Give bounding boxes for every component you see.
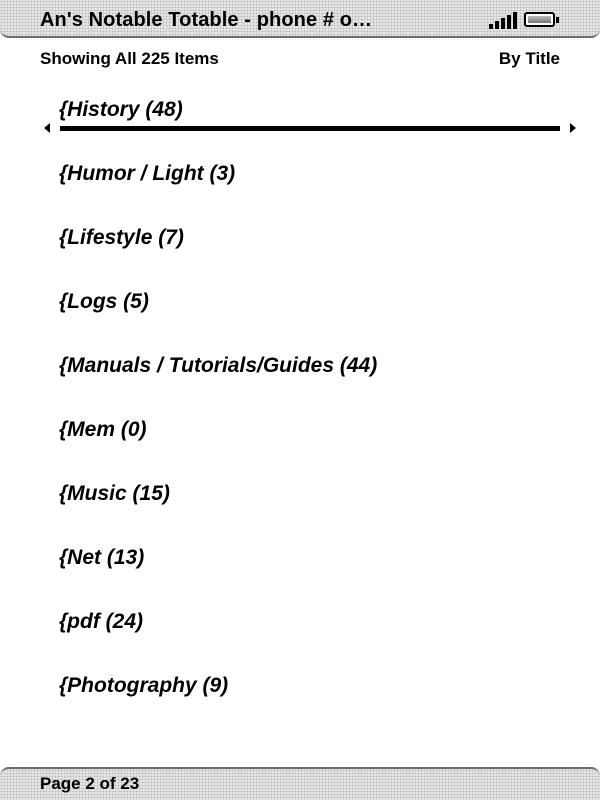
- list-item[interactable]: [0, 590, 600, 654]
- list-item[interactable]: [0, 462, 600, 526]
- list-item-label: {Logs (5): [59, 290, 149, 313]
- list-item-label: {History (48): [59, 98, 183, 121]
- selection-underline: [60, 126, 560, 131]
- footer-bar: [0, 767, 600, 800]
- list-item-label: {Humor / Light (3): [59, 162, 236, 185]
- item-count-label[interactable]: Showing All 225 Items: [40, 49, 219, 68]
- list-item-label: {Music (15): [59, 482, 170, 505]
- list-item[interactable]: [0, 78, 600, 142]
- list-item[interactable]: [0, 398, 600, 462]
- battery-icon: [524, 12, 555, 27]
- page-indicator: Page 2 of 23: [40, 774, 140, 793]
- selection-left-arrow-icon: [44, 123, 50, 133]
- collection-list: [0, 78, 600, 718]
- selection-right-arrow-icon: [570, 123, 576, 133]
- list-item[interactable]: [0, 334, 600, 398]
- list-item[interactable]: [0, 142, 600, 206]
- list-item-label: {Manuals / Tutorials/Guides (44): [59, 354, 378, 377]
- signal-strength-icon: [489, 12, 519, 29]
- list-item-label: {Photography (9): [59, 674, 229, 697]
- list-item-label: {Mem (0): [59, 418, 147, 441]
- list-item[interactable]: [0, 654, 600, 718]
- list-item[interactable]: [0, 526, 600, 590]
- list-item[interactable]: [0, 270, 600, 334]
- collection-title: An's Notable Totable - phone # o…: [40, 9, 373, 31]
- list-item-label: {Net (13): [59, 546, 145, 569]
- list-item-label: {Lifestyle (7): [59, 226, 184, 249]
- list-item[interactable]: [0, 206, 600, 270]
- sort-selector[interactable]: By Title: [498, 49, 560, 68]
- title-bar: [0, 0, 600, 38]
- list-item-label: {pdf (24): [59, 610, 143, 633]
